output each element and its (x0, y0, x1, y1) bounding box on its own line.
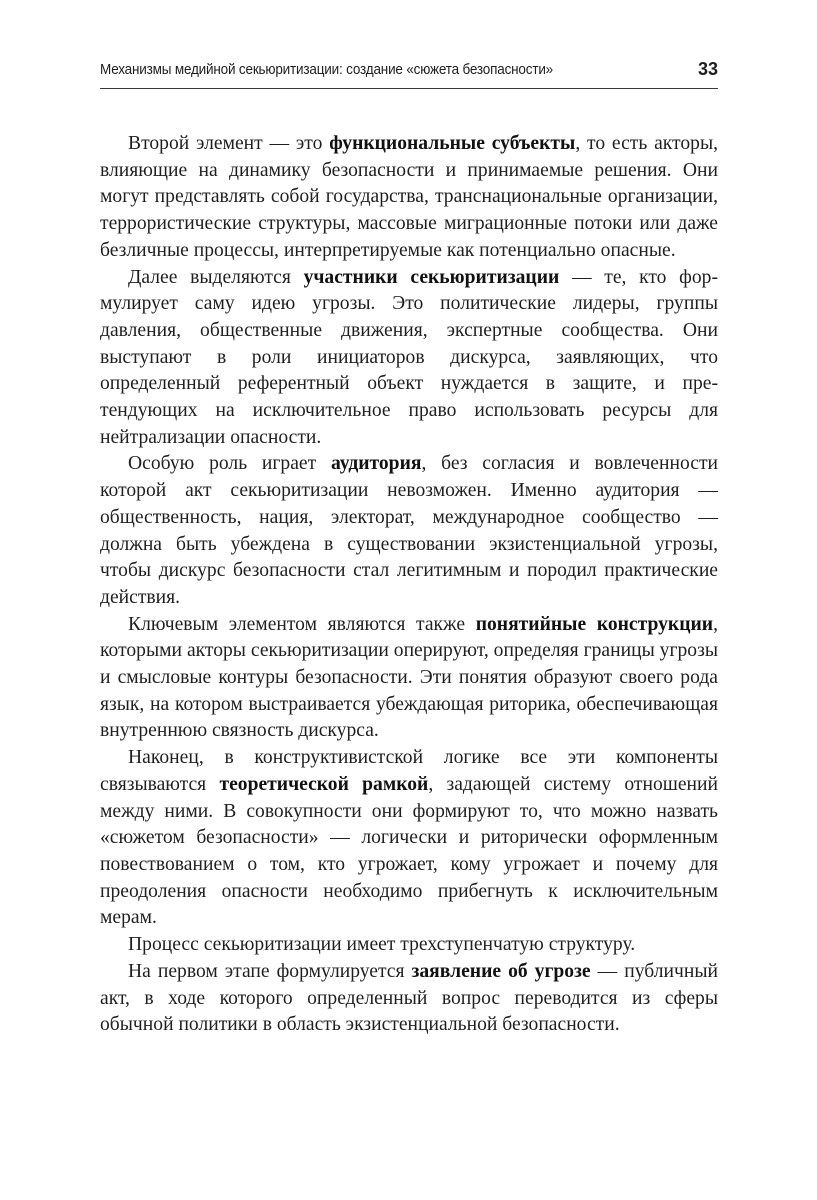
paragraph-theoretical-frame: Наконец, в конструктивистской логике все эти компоненты связываются теоретической рамкой, задающей систему отношений между ними. В совокупности они формируют то, что можно назвать «сюжетом безопасности» — логически и риторически оформленным повествованием о том, кто угрожает, кому угрожает и почему для преодоления опасности необходимо прибегнуть к исключительным мерам. (100, 747, 718, 929)
term-functional-subjects: функциональные субъекты (329, 133, 576, 154)
paragraph-functional-subjects: Второй элемент — это функциональные субъекты, то есть акторы, влияющие на динамику безопасности и принимаемые решения. Они могут представлять собой государства, транснациональные организации, террористические структуры, массовые миграционные потоки или даже безличные процессы, интерпретируемые как потенциально опасные. (100, 133, 719, 261)
running-title: Механизмы медийной секьюритизации: создание «сюжета безопасности» (100, 61, 554, 78)
paragraph-process-structure: Процесс секьюритизации имеет трехступенчатую структуру. (128, 934, 636, 956)
paragraph-threat-statement: На первом этапе формулируется заявление об угрозе — публичный акт, в ходе которого определенный вопрос переводится из сферы обычной политики в область экзистенциальной безопасности. (100, 960, 718, 1036)
body-text (100, 131, 718, 1039)
term-threat-statement: заявление об угрозе (411, 960, 591, 982)
paragraph-securitization-participants: Далее выделяются участники секьюритизации — те, кто формулирует саму идею угрозы. Это политические лидеры, группы давления, общественные движения, экспертные сообщества. Они выступают в роли инициаторов дискурса, заявляющих, что определенный референтный объект нуждается в защите, и претендующих на исключительное право использовать ресурсы для нейтрализации опасности. (100, 266, 718, 448)
paragraph-audience: Особую роль играет аудитория, без согласия и вовлеченности которой акт секьюритизации невозможен. Именно аудитория — общественность, нация, электорат, международное сообщество — должна быть убеждена в существовании экзистенциальной угрозы, чтобы дискурс безопасности стал легитимным и породил практические действия. (100, 453, 718, 608)
running-header (100, 58, 718, 89)
term-securitization-participants: участники секьюритизации (303, 266, 560, 288)
paragraph-conceptual-constructions: Ключевым элементом являются также понятийные конструкции, которыми акторы секьюритизации оперируют, определяя границы угрозы и смысловые контуры безопасности. Эти понятия образуют своего рода язык, на котором выстраивается убеждающая риторика, обеспечивающая внутреннюю связность дискурса. (100, 613, 718, 742)
page-number: 33 (697, 59, 718, 79)
term-theoretical-frame: теоретической рамкой (219, 773, 429, 795)
term-audience: аудитория (330, 453, 422, 475)
term-conceptual-constructions: понятийные конструкции (475, 613, 714, 635)
